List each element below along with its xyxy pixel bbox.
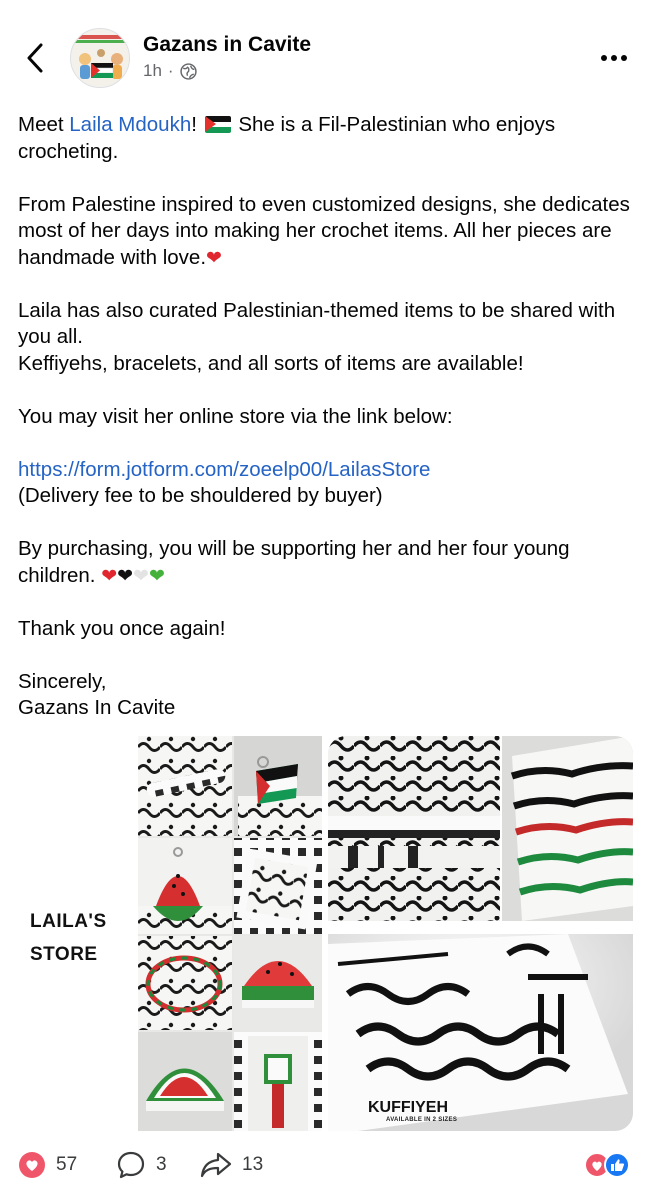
text-p2: From Palestine inspired to even customized designs, she dedicates most of her days into making her crochet items. All her pieces are handmade with love. [18,192,630,269]
black-heart-icon: ❤ [117,564,134,587]
comment-count: 3 [156,1154,167,1175]
text-meet: Meet [18,113,70,136]
red-heart-icon: ❤ [206,246,222,269]
post-time[interactable]: 1h [143,61,162,80]
gallery-photo-kuffiyeh[interactable] [328,934,633,1131]
post-paragraph-7: Thank you once again! [18,616,226,640]
store-link[interactable]: https://form.jotform.com/zoeelp00/LailasStore [18,457,431,481]
post-paragraph-4: You may visit her online store via the link below: [18,404,453,428]
post-body [18,112,638,722]
post-paragraph-5 [18,457,638,510]
green-heart-icon: ❤ [148,564,165,587]
share-count: 13 [242,1154,264,1175]
back-button[interactable] [20,40,50,76]
text-exclaim: ! [191,113,203,136]
post-actions-bar [0,1143,650,1187]
meta-separator: · [167,61,174,80]
share-button[interactable] [200,1143,263,1187]
store-label [30,905,107,971]
chevron-left-icon [26,43,44,73]
page-name[interactable]: Gazans in Cavite [143,33,312,56]
reaction-count: 57 [56,1154,78,1175]
post-signoff [18,669,638,722]
reaction-summary-icons [584,1150,634,1180]
post-meta [143,61,197,81]
post-paragraph-intro [18,112,638,165]
heart-reaction-icon [18,1151,46,1179]
text-p3-line1: Laila has also curated Palestinian-themed items to be shared with you all. [18,298,616,348]
comment-button[interactable] [116,1143,167,1187]
palestine-keffiyeh-image [502,736,633,921]
comment-icon [116,1150,146,1180]
gallery-photo-keffiyeh-stack[interactable] [328,736,500,921]
avatar-image [71,29,130,88]
more-dot-icon [601,55,607,61]
keffiyeh-stack-image [328,736,500,921]
page-avatar[interactable] [70,28,130,88]
red-heart-icon: ❤ [101,564,118,587]
globe-icon [180,63,197,80]
share-icon [200,1150,232,1180]
store-label-line-1: LAILA'S [30,911,107,932]
palestine-flag-icon [205,116,231,133]
delivery-note: (Delivery fee to be shouldered by buyer) [18,484,383,507]
store-label-line-2: STORE [30,944,98,965]
signoff-line-1: Sincerely, [18,669,107,693]
text-p6: By purchasing, you will be supporting her and her four young children. [18,537,570,587]
gallery-photo-palestine-keffiyeh[interactable] [502,736,633,921]
white-heart-icon: ❤ [133,564,149,587]
post-header [0,0,650,100]
gallery-photo-collage[interactable] [138,736,322,1131]
kuffiyeh-title: KUFFIYEH [368,1099,448,1116]
post-paragraph-6 [18,536,638,589]
post-paragraph-3 [18,298,638,378]
more-dot-icon [611,55,617,61]
more-options-button[interactable] [596,48,632,68]
kuffiyeh-subtitle: AVAILABLE IN 2 SIZES [386,1117,458,1123]
post-paragraph-2 [18,192,638,272]
collage-image [138,736,322,1131]
reaction-summary[interactable] [584,1143,634,1187]
text-p3-line2: Keffiyehs, bracelets, and all sorts of items are available! [18,351,524,375]
mention-link[interactable]: Laila Mdoukh [69,113,192,136]
more-dot-icon [621,55,627,61]
text-intro-rest: She is a Fil-Palestinian who enjoys crocheting. [18,113,556,163]
reactions-button[interactable] [18,1143,77,1187]
signoff-line-2: Gazans In Cavite [18,696,176,719]
